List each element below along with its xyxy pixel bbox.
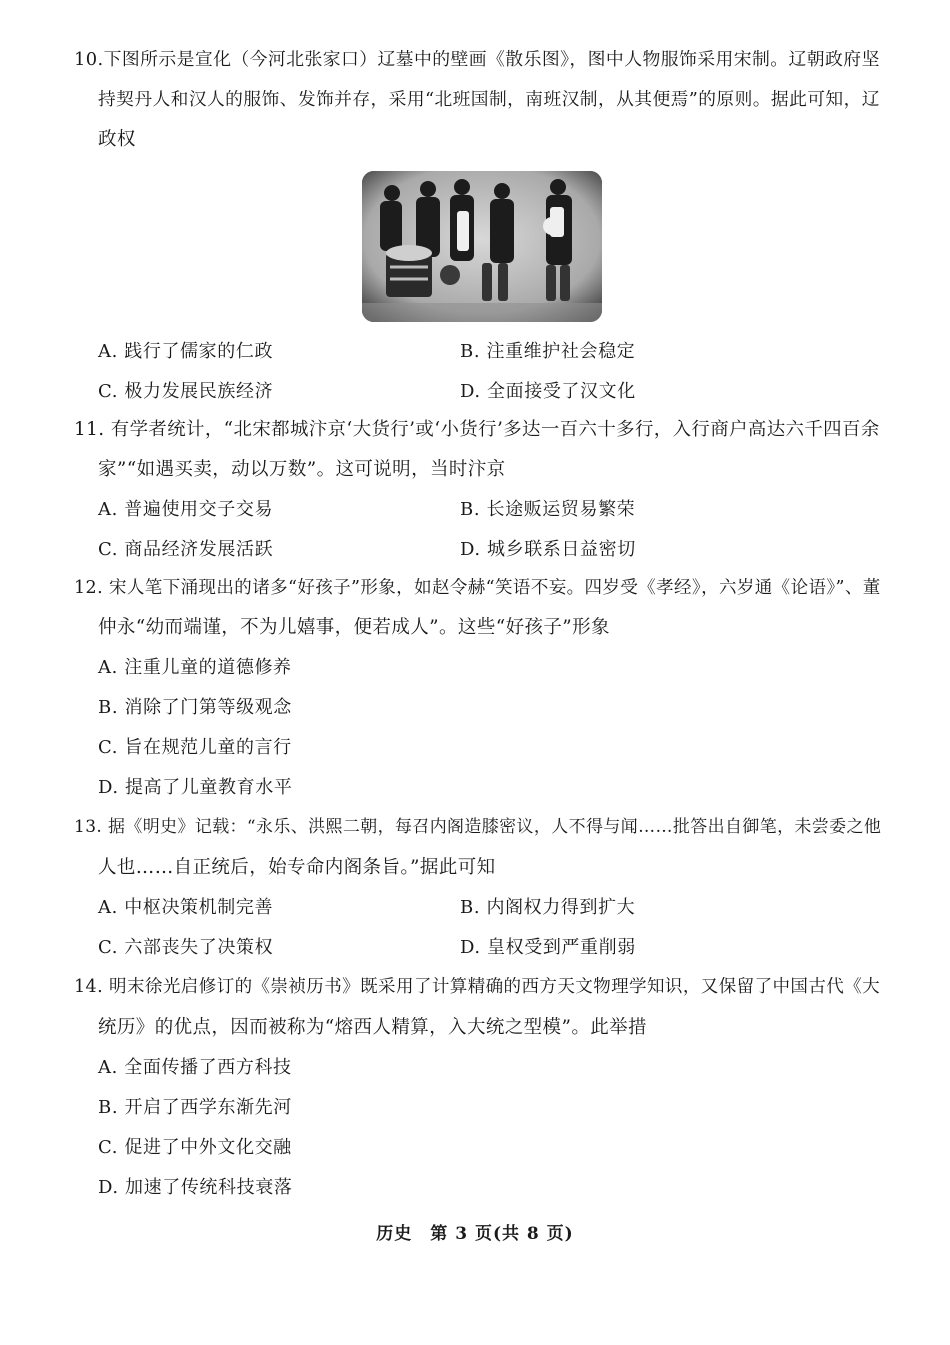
q13-option-c: C. 六部丧失了决策权 <box>98 937 274 958</box>
q12-option-d: D. 提高了儿童教育水平 <box>98 777 293 798</box>
q13-option-a: A. 中枢决策机制完善 <box>98 897 274 918</box>
q13-option-d: D. 皇权受到严重削弱 <box>460 937 636 958</box>
q13-option-b: B. 内阁权力得到扩大 <box>460 897 636 918</box>
q10-stem-line-3: 政权 <box>98 129 136 150</box>
q11-option-d: D. 城乡联系日益密切 <box>460 539 636 560</box>
q10-option-a: A. 践行了儒家的仁政 <box>98 341 274 362</box>
page-footer: 历史 第 3 页(共 8 页) <box>376 1224 574 1244</box>
q11-option-a: A. 普遍使用交子交易 <box>98 499 274 520</box>
q14-option-c: C. 促进了中外文化交融 <box>98 1137 292 1158</box>
q10-option-b: B. 注重维护社会稳定 <box>460 341 636 362</box>
q14-option-d: D. 加速了传统科技衰落 <box>98 1177 293 1198</box>
mural-sanyue-image <box>362 171 602 322</box>
q10-stem-line-2: 持契丹人和汉人的服饰、发饰并存，采用“北班国制，南班汉制，从其便焉”的原则。据此可知，辽 <box>98 90 880 110</box>
q14-option-b: B. 开启了西学东渐先河 <box>98 1097 292 1118</box>
q10-option-c: C. 极力发展民族经济 <box>98 381 274 402</box>
q11-option-b: B. 长途贩运贸易繁荣 <box>460 499 636 520</box>
q12-stem-line-2: 仲永“幼而端谨，不为儿嬉事，便若成人”。这些“好孩子”形象 <box>98 617 610 638</box>
q10-stem-line-1: 10.下图所示是宣化（今河北张家口）辽墓中的壁画《散乐图》，图中人物服饰采用宋制。辽朝政府坚 <box>74 49 880 70</box>
q11-option-c: C. 商品经济发展活跃 <box>98 539 274 560</box>
q11-stem-line-1: 11. 有学者统计，“北宋都城汴京‘大货行’或‘小货行’多达一百六十多行，入行商户高达六千四百余 <box>74 419 880 440</box>
q14-stem-line-2: 统历》的优点，因而被称为“熔西人精算，入大统之型模”。此举措 <box>98 1017 647 1038</box>
q11-stem-line-2: 家”“如遇买卖，动以万数”。这可说明，当时汴京 <box>98 459 506 480</box>
q12-stem-line-1: 12. 宋人笔下涌现出的诸多“好孩子”形象，如赵令赫“笑语不妄。四岁受《孝经》，六岁通《论语》”、董 <box>74 578 881 598</box>
q14-option-a: A. 全面传播了西方科技 <box>98 1057 292 1078</box>
q14-stem-line-1: 14. 明末徐光启修订的《崇祯历书》既采用了计算精确的西方天文物理学知识，又保留了中国古代《大 <box>74 977 881 997</box>
q12-option-c: C. 旨在规范儿童的言行 <box>98 737 292 758</box>
q10-option-d: D. 全面接受了汉文化 <box>460 381 636 402</box>
q12-option-b: B. 消除了门第等级观念 <box>98 697 292 718</box>
q13-stem-line-1: 13. 据《明史》记载：“永乐、洪熙二朝，每召内阁造膝密议，人不得与闻……批答出自御笔，未尝委之他 <box>74 817 882 837</box>
q13-stem-line-2: 人也……自正统后，始专命内阁条旨。”据此可知 <box>98 857 496 878</box>
q12-option-a: A. 注重儿童的道德修养 <box>98 657 292 678</box>
